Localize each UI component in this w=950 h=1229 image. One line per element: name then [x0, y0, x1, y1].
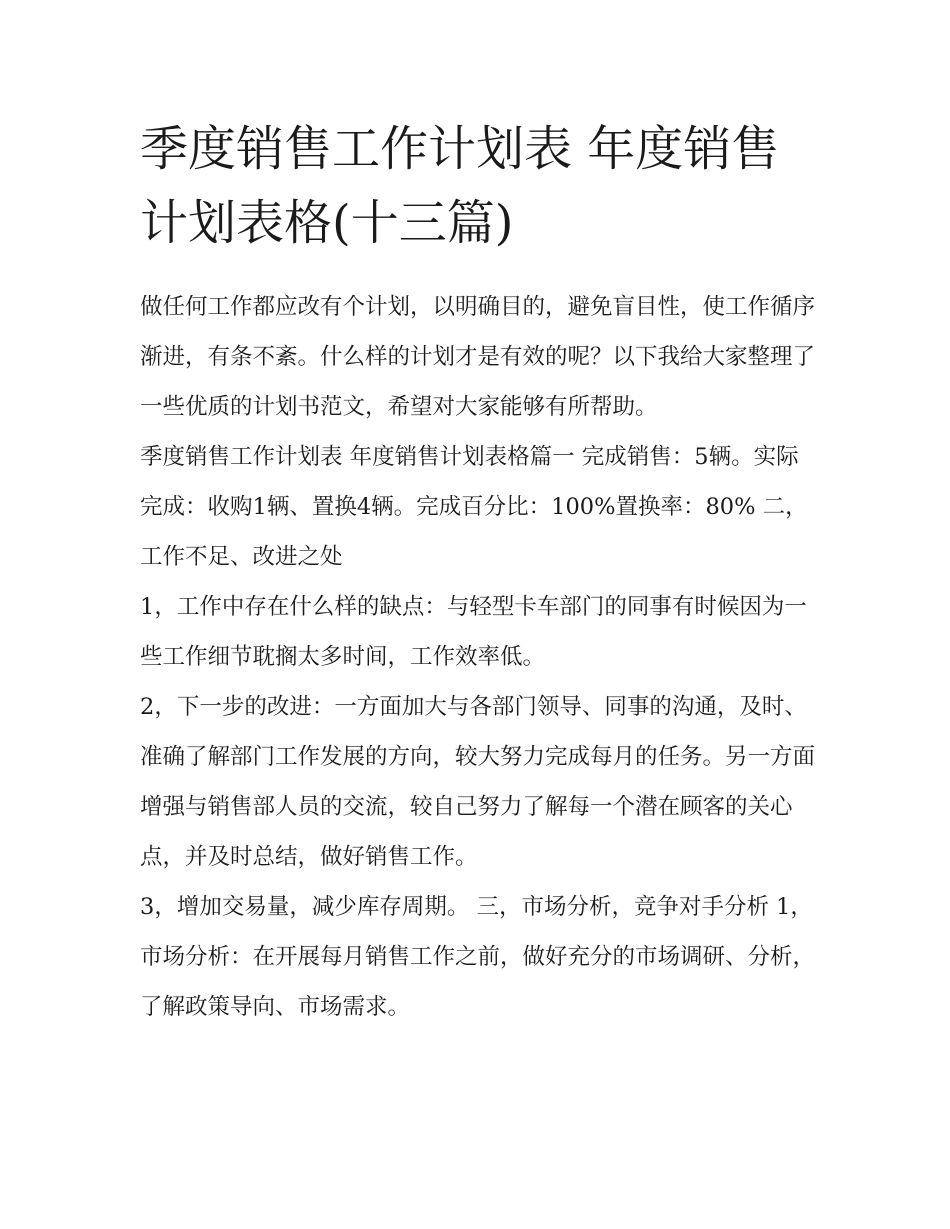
paragraph-market-analysis: 3，增加交易量，减少库存周期。 三，市场分析，竞争对手分析 1，市场分析：在开展每月销售工作之前，做好充分的市场调研、分析，了解政策导向、市场需求。 [140, 894, 816, 1020]
document-body [140, 112, 815, 1032]
document-title: 季度销售工作计划表 年度销售计划表格(十三篇) [140, 121, 780, 251]
paragraph-shortcomings: 1，工作中存在什么样的缺点：与轻型卡车部门的同事有时候因为一些工作细节耽搁太多时间，工作效率低。 [140, 594, 807, 670]
paragraph-part-one: 季度销售工作计划表 年度销售计划表格篇一 完成销售：5辆。实际完成：收购1辆、置换4辆。完成百分比：100%置换率：80% 二，工作不足、改进之处 [140, 444, 808, 570]
paragraph-improvements: 2，下一步的改进：一方面加大与各部门领导、同事的沟通，及时、准确了解部门工作发展的方向，较大努力完成每月的任务。另一方面增强与销售部人员的交流，较自己努力了解每一个潜在顾客的关心点，并及时总结，做好销售工作。 [140, 694, 816, 870]
paragraph-intro: 做任何工作都应改有个计划，以明确目的，避免盲目性，使工作循序渐进，有条不紊。什么样的计划才是有效的呢？以下我给大家整理了一些优质的计划书范文，希望对大家能够有所帮助。 [140, 294, 816, 420]
